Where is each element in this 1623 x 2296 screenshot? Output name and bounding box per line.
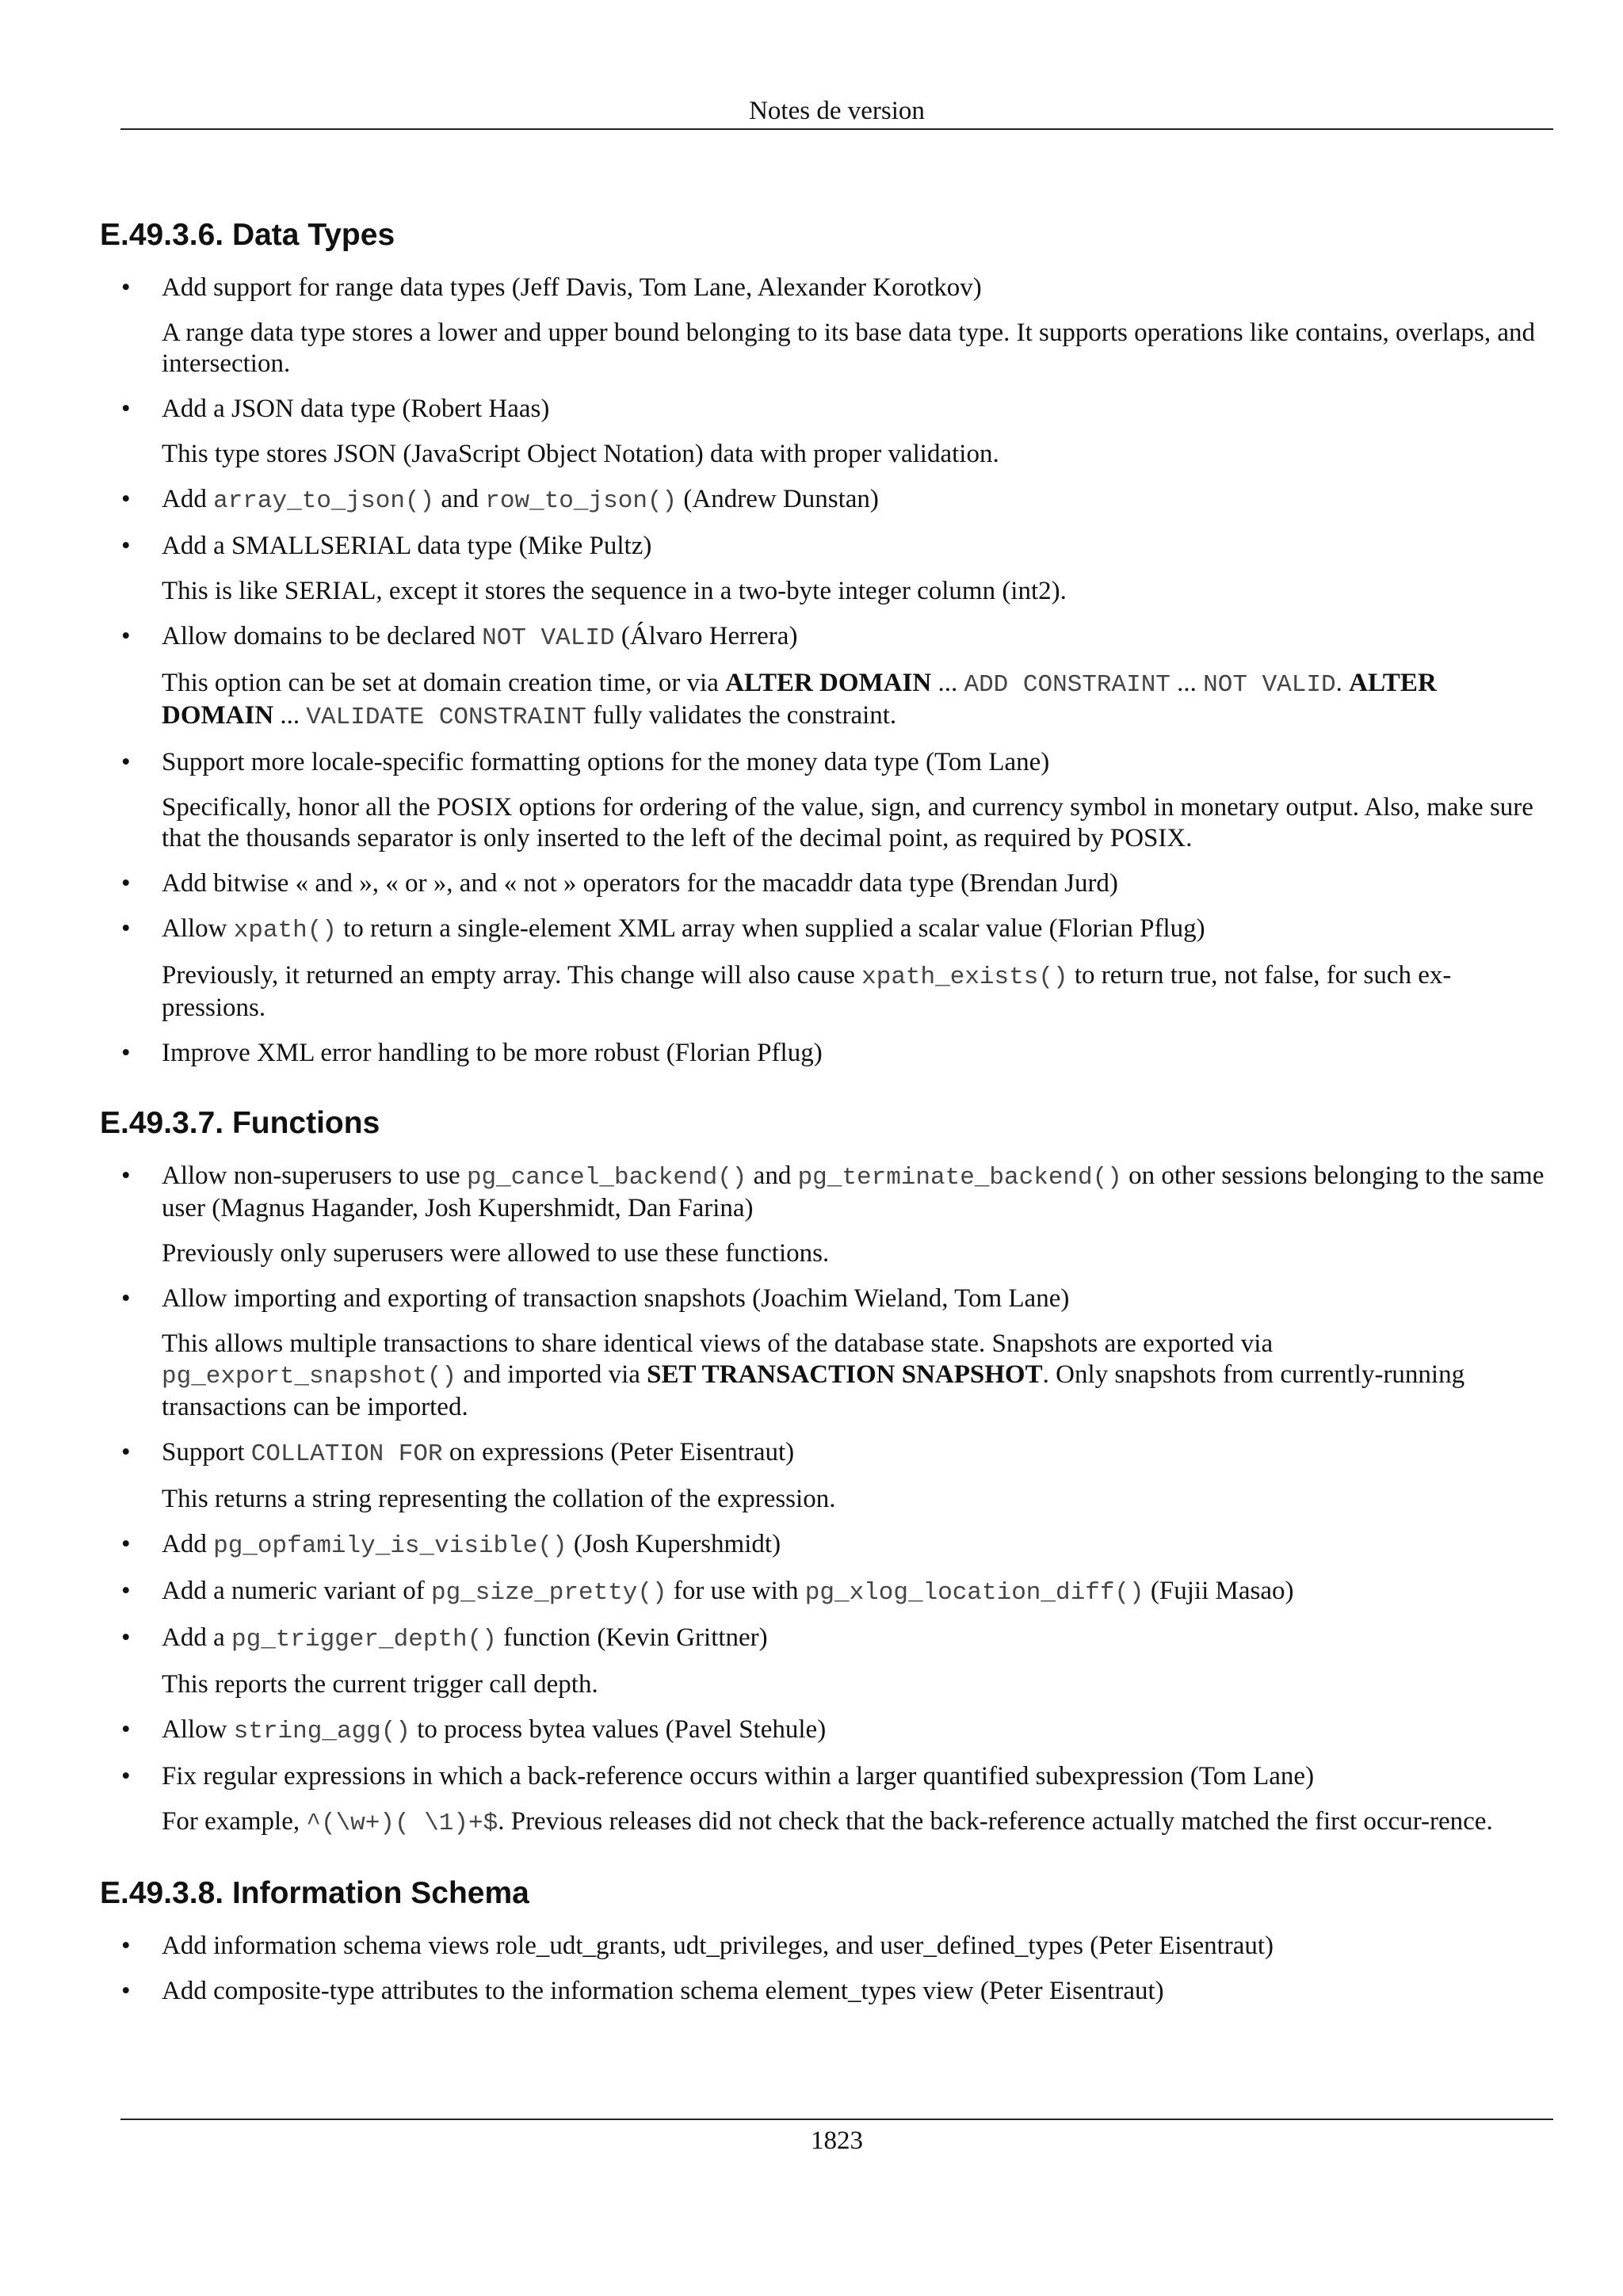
code-literal: pg_size_pretty() [430,1579,667,1607]
text-run: to return a single-element XML array when supplied a scalar value (Florian Pflug) [336,914,1205,943]
release-note-item [121,1976,1555,2007]
bullet-marker: • [121,869,131,898]
item-summary [162,1283,1555,1314]
release-note-item [121,1529,1555,1562]
bullet-marker: • [121,914,131,943]
bullet-marker: • [121,1715,131,1744]
item-summary [162,1437,1555,1470]
bullet-marker: • [121,1161,131,1190]
text-run: to process bytea values (Pavel Stehule) [411,1715,827,1744]
sql-command: ALTER DOMAIN [162,669,1437,730]
text-run: This type stores JSON (JavaScript Object Notation) data with proper validation. [162,440,999,468]
release-note-item [121,273,1555,379]
code-literal: pg_opfamily_is_visible() [213,1532,567,1560]
bullet-marker: • [121,485,131,513]
text-run: for use with [666,1577,805,1605]
text-run: Add a JSON data type (Robert Haas) [162,395,550,423]
item-description [162,576,1555,607]
code-literal: pg_terminate_backend() [797,1164,1122,1192]
item-description [162,1329,1555,1423]
text-run: Fix regular expressions in which a back-reference occurs within a larger quantified subexpression (Tom Lane) [162,1762,1315,1791]
item-description [162,960,1555,1024]
item-description [162,318,1555,379]
text-run: (Álvaro Herrera) [614,622,798,650]
text-run: Add bitwise « and », « or », and « not » operators for the macaddr data type (Brendan Jurd) [162,869,1118,898]
item-summary [162,1038,1555,1069]
item-summary [162,913,1555,946]
code-literal: xpath_exists() [861,963,1068,991]
release-note-list [100,1161,1555,1839]
section-heading-e-49-3-7-functions: E.49.3.7. Functions [100,1106,380,1140]
text-run: on other sessions belonging to the same user (Magnus Hagander, Josh Kupershmidt, Dan Farina) [162,1161,1545,1222]
section-heading-e-49-3-8-information-schema: E.49.3.8. Information Schema [100,1876,529,1910]
text-run: and imported via [456,1360,647,1389]
release-note-item [121,913,1555,1024]
item-description [162,668,1555,733]
text-run: and [747,1161,798,1190]
text-run: This returns a string representing the collation of the expression. [162,1485,836,1513]
item-description [162,1484,1555,1515]
release-note-item [121,868,1555,899]
item-description [162,1238,1555,1269]
item-summary [162,1161,1555,1224]
text-run: ... [1170,669,1204,697]
bullet-marker: • [121,1438,131,1466]
sql-command: ALTER DOMAIN [725,669,932,697]
text-run: Improve XML error handling to be more robust (Florian Pflug) [162,1039,823,1067]
item-summary [162,1576,1555,1608]
release-note-item [121,1761,1555,1839]
code-literal: NOT VALID [1203,671,1336,699]
text-run: . Only snapshots from currently-running transactions can be imported. [162,1360,1465,1421]
text-run: . [1335,669,1350,697]
item-description [162,792,1555,854]
code-literal: array_to_json() [213,487,435,515]
bullet-marker: • [121,1577,131,1605]
item-summary [162,868,1555,899]
item-summary [162,273,1555,303]
code-literal: pg_cancel_backend() [466,1164,747,1192]
text-run: ... [931,669,964,697]
footer-rule [120,2119,1553,2120]
text-run: Add a [162,1623,231,1652]
bullet-marker: • [121,622,131,650]
code-literal: ADD CONSTRAINT [964,671,1170,699]
text-run: Add support for range data types (Jeff Davis, Tom Lane, Alexander Korotkov) [162,273,982,302]
bullet-marker: • [121,1623,131,1652]
item-description [162,1669,1555,1700]
code-literal: ^(\w+)( \1)+$ [306,1810,498,1837]
item-summary [162,1623,1555,1655]
text-run: ... [273,701,307,730]
item-summary [162,1529,1555,1562]
code-literal: VALIDATE CONSTRAINT [306,704,586,731]
text-run: Previously only superusers were allowed to use these functions. [162,1239,830,1268]
code-literal: NOT VALID [482,624,615,652]
text-run: Support [162,1438,251,1466]
text-run: (Andrew Dunstan) [677,485,879,513]
item-summary [162,1714,1555,1747]
release-note-item [121,1437,1555,1515]
text-run: This allows multiple transactions to share identical views of the database state. Snapshots are exported via [162,1329,1274,1358]
code-literal: pg_export_snapshot() [162,1363,457,1390]
text-run: Add [162,1530,214,1558]
text-run: For example, [162,1807,307,1836]
code-literal: pg_trigger_depth() [231,1626,497,1653]
text-run: This is like SERIAL, except it stores the sequence in a two-byte integer column (int2). [162,577,1067,605]
bullet-marker: • [121,395,131,423]
release-note-item [121,747,1555,854]
release-note-item [121,394,1555,470]
text-run: function (Kevin Grittner) [496,1623,768,1652]
text-run: Add a numeric variant of [162,1577,431,1605]
bullet-marker: • [121,748,131,776]
text-run: on expressions (Peter Eisentraut) [442,1438,795,1466]
text-run: (Josh Kupershmidt) [567,1530,781,1558]
release-note-item [121,1623,1555,1700]
text-run: Allow non-superusers to use [162,1161,467,1190]
release-note-item [121,1038,1555,1069]
release-note-item [121,621,1555,733]
release-note-item [121,1931,1555,1962]
bullet-marker: • [121,1039,131,1067]
bullet-marker: • [121,1762,131,1791]
release-note-item [121,1283,1555,1423]
text-run: (Fujii Masao) [1144,1577,1294,1605]
page-number: 1823 [811,2126,863,2155]
bullet-marker: • [121,273,131,302]
text-run: Previously, it returned an empty array. This change will also cause [162,961,862,990]
text-run: fully validates the constraint. [586,701,897,730]
bullet-marker: • [121,1530,131,1558]
bullet-marker: • [121,1284,131,1313]
text-run: . Previous releases did not check that the back-reference actually matched the first occur-rence. [498,1807,1493,1836]
text-run: Allow [162,1715,234,1744]
code-literal: pg_xlog_location_diff() [804,1579,1144,1607]
item-description [162,439,1555,470]
text-run: This option can be set at domain creation time, or via [162,669,726,697]
running-header: Notes de version [749,97,925,125]
bullet-marker: • [121,532,131,560]
item-summary [162,621,1555,654]
item-summary [162,1976,1555,2007]
item-summary [162,1761,1555,1792]
bullet-marker: • [121,1977,131,2005]
release-note-item [121,531,1555,607]
release-note-item [121,1161,1555,1269]
sql-command: SET TRANSACTION SNAPSHOT [647,1360,1043,1389]
text-run: A range data type stores a lower and upper bound belonging to its base data type. It supports operations like contains, overlaps, and intersection. [162,318,1535,378]
item-summary [162,1931,1555,1962]
text-run: Allow importing and exporting of transaction snapshots (Joachim Wieland, Tom Lane) [162,1284,1070,1313]
bullet-marker: • [121,1932,131,1960]
item-description [162,1806,1555,1839]
section-heading-e-49-3-6-data-types: E.49.3.6. Data Types [100,218,395,252]
release-note-list [100,1931,1555,2007]
text-run: and [434,485,486,513]
release-note-item [121,1576,1555,1608]
item-summary [162,531,1555,562]
text-run: to return true, not false, for such ex-pressions. [162,961,1452,1022]
item-summary [162,484,1555,517]
item-summary [162,394,1555,425]
code-literal: COLLATION FOR [250,1440,443,1468]
code-literal: xpath() [233,917,337,944]
text-run: This reports the current trigger call depth. [162,1670,598,1699]
release-note-list [100,273,1555,1069]
page-content [100,215,1555,2021]
text-run: Allow [162,914,234,943]
text-run: Add a SMALLSERIAL data type (Mike Pultz) [162,532,652,560]
text-run: Specifically, honor all the POSIX options for ordering of the value, sign, and currency symbol in monetary output. Also, make sure that the thousands separator is only inserted to the left of the decimal point, as required by POSIX. [162,793,1533,852]
text-run: Add composite-type attributes to the information schema element_types view (Peter Eisentraut) [162,1977,1164,2005]
text-run: Add [162,485,214,513]
text-run: Support more locale-specific formatting options for the money data type (Tom Lane) [162,748,1050,776]
text-run: Allow domains to be declared [162,622,483,650]
item-summary [162,747,1555,778]
release-note-item [121,1714,1555,1747]
code-literal: row_to_json() [485,487,678,515]
code-literal: string_agg() [233,1718,411,1745]
text-run: Add information schema views role_udt_grants, udt_privileges, and user_defined_types (Peter Eisentraut) [162,1932,1274,1960]
release-note-item [121,484,1555,517]
header-rule [120,128,1553,130]
